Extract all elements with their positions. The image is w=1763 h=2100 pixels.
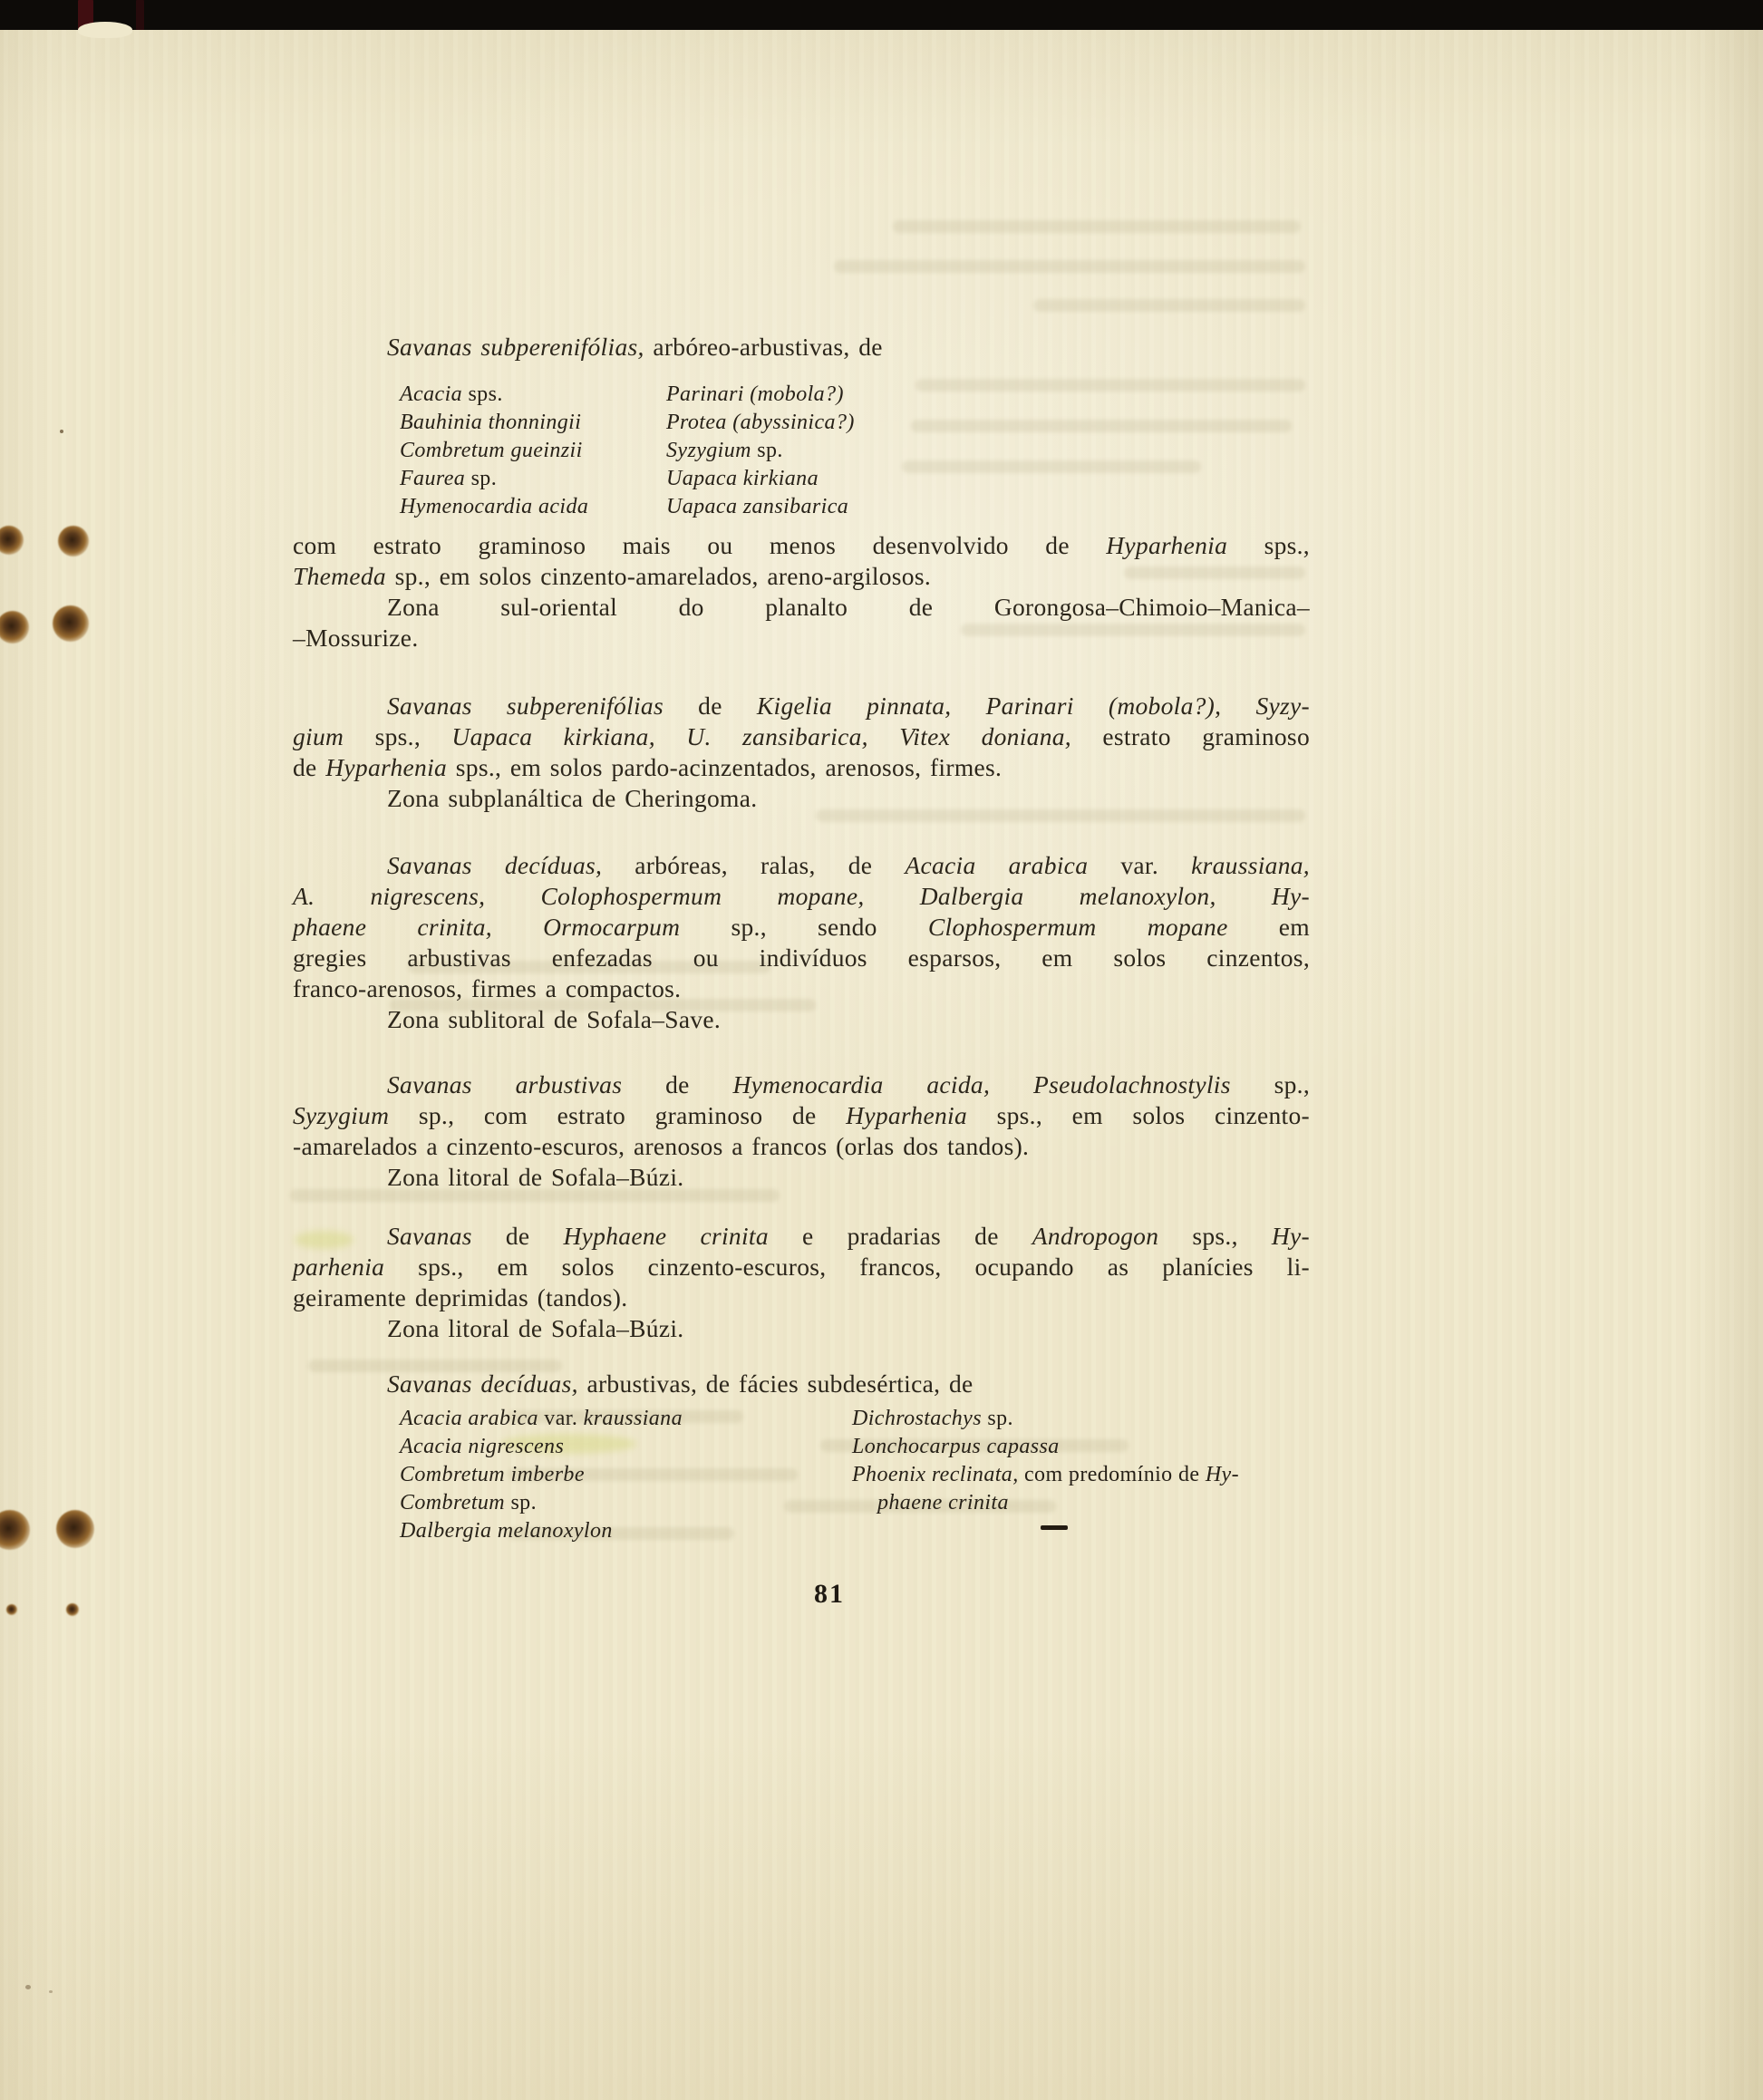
dash-mark [1041,1525,1068,1530]
bleed-through-mark [893,220,1301,233]
text-line: gregies arbustivas enfezadas ou indivíduos esparsos, em solos cinzentos, [293,944,1310,972]
stain-spot [6,1604,17,1615]
text-line: Savanas decíduas, arbustivas, de fácies subdesértica, de [387,1369,974,1398]
text-line: A. nigrescens, Colophospermum mopane, Dalbergia melanoxylon, Hy- [293,882,1310,910]
stain-spot [0,526,24,555]
speck [49,1990,53,1993]
bleed-through-mark [834,260,1305,273]
species-item: Lonchocarpus capassa [852,1435,1060,1458]
species-item: Combretum imberbe [400,1463,585,1486]
text-line: geiramente deprimidas (tandos). [293,1283,628,1311]
species-item: Hymenocardia acida [400,495,589,518]
text-line: de Hyparhenia sps., em solos pardo-acinzentados, arenosos, firmes. [293,753,1003,781]
species-item: phaene crinita [877,1491,1009,1515]
text-line: Savanas decíduas, arbóreas, ralas, de Acacia arabica var. kraussiana, [387,851,1310,879]
speck [60,430,63,433]
text-line: –Mossurize. [293,624,419,652]
block-heading [293,1369,1310,1399]
text-line: franco-arenosos, firmes a compactos. [293,974,682,1002]
block-paragraph [293,1069,1310,1193]
text-line: Zona sublitoral de Sofala–Save. [387,1005,722,1033]
stain-spot [56,1510,94,1548]
red-binding-mark [136,0,144,30]
text-line: Zona litoral de Sofala–Búzi. [387,1314,684,1342]
species-item: Uapaca kirkiana [666,467,819,490]
species-column [666,381,855,521]
block-heading [293,332,1310,363]
block-paragraph [293,691,1310,814]
text-line: Zona subplanáltica de Cheringoma. [387,784,758,812]
species-item: Dichrostachys sp. [852,1407,1013,1430]
species-item: Acacia nigrescens [400,1435,565,1458]
bleed-through-mark [911,420,1292,432]
species-item: Parinari (mobola?) [666,382,844,406]
text-line: Syzygium sp., com estrato graminoso de Hyparhenia sps., em solos cinzento- [293,1101,1310,1129]
text-line: Zona litoral de Sofala–Búzi. [387,1163,684,1191]
block-paragraph [293,850,1310,1035]
page-number: 81 [814,1579,845,1609]
text-line: Savanas subperenifólias, arbóreo-arbustivas, de [387,333,883,361]
species-item: Combretum sp. [400,1491,537,1515]
bleed-through-mark [1033,299,1305,312]
text-line: Zona sul-oriental do planalto de Gorongosa–Chimoio–Manica– [387,593,1310,621]
text-line: Savanas arbustivas de Hymenocardia acida, Pseudolachnostylis sp., [387,1070,1310,1098]
species-item: Bauhinia thonningii [400,411,582,434]
species-item: Uapaca zansibarica [666,495,849,518]
bleed-through-mark [915,379,1305,392]
stain-spot [53,605,89,642]
block-paragraph [293,1221,1310,1344]
species-item: Combretum gueinzii [400,439,583,462]
species-item: Acacia arabica var. kraussiana [400,1407,683,1430]
text-line: Savanas subperenifólias de Kigelia pinnata, Parinari (mobola?), Syzy- [387,692,1310,720]
species-item: Acacia sps. [400,382,503,406]
stain-spot [66,1603,79,1616]
scan-edge-top [0,0,1763,30]
stain-spot [58,526,89,556]
text-line: phaene crinita, Ormocarpum sp., sendo Clophospermum mopane em [293,913,1310,941]
text-line: Savanas de Hyphaene crinita e pradarias de Andropogon sps., Hy- [387,1222,1310,1250]
text-line: gium sps., Uapaca kirkiana, U. zansibarica, Vitex doniana, estrato graminoso [293,722,1310,750]
speck [25,1985,31,1989]
text-line: -amarelados a cinzento-escuros, arenosos a francos (orlas dos tandos). [293,1132,1030,1160]
paper-tear-notch [78,22,132,38]
stain-spot [0,611,29,644]
species-item: Dalbergia melanoxylon [400,1519,613,1543]
stain-spot [0,1510,30,1550]
text-line: parhenia sps., em solos cinzento-escuros, francos, ocupando as planícies li- [293,1253,1310,1281]
species-item: Syzygium sp. [666,439,783,462]
species-column [400,1405,683,1545]
block-paragraph [293,530,1310,653]
species-column [852,1405,1239,1517]
species-item: Protea (abyssinica?) [666,411,855,434]
species-item: Phoenix reclinata, com predomínio de Hy- [852,1463,1240,1486]
text-line: Themeda sp., em solos cinzento-amarelados, areno-argilosos. [293,562,932,590]
bleed-through-mark [902,460,1201,473]
text-line: com estrato graminoso mais ou menos desenvolvido de Hyparhenia sps., [293,531,1310,559]
species-item: Faurea sp. [400,467,498,490]
species-column [400,381,588,521]
